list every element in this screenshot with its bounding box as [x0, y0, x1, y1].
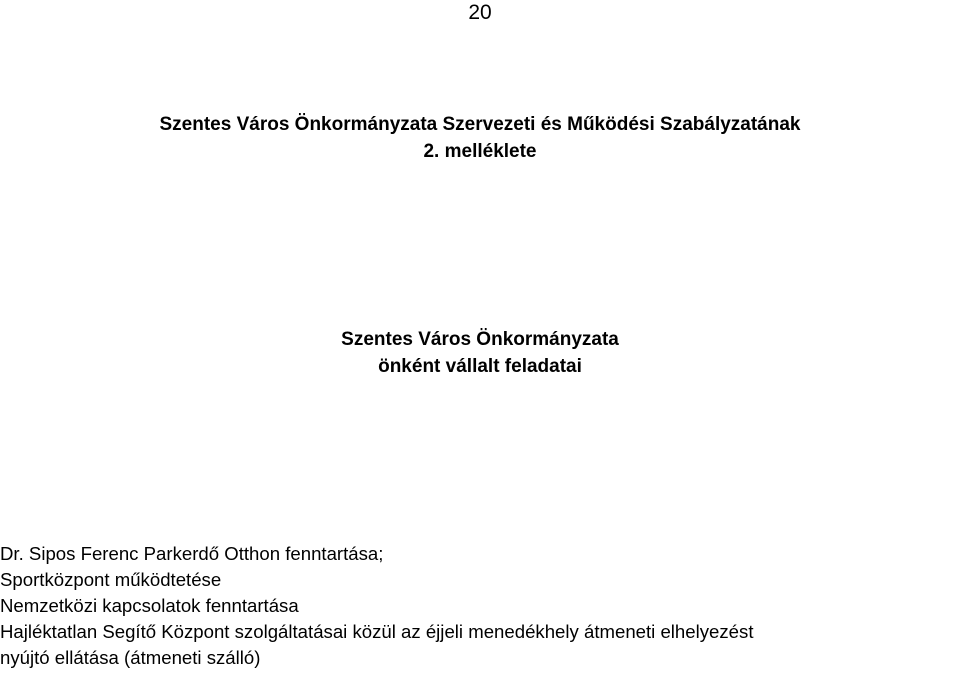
- annex-heading: [0, 111, 960, 165]
- task-item: Nemzetközi kapcsolatok fenntartása: [0, 595, 299, 616]
- section-heading-line-2: önként vállalt feladatai: [378, 356, 582, 377]
- section-heading-line-1: Szentes Város Önkormányzata: [341, 329, 619, 350]
- task-item: Dr. Sipos Ferenc Parkerdő Otthon fenntartása;: [0, 543, 384, 564]
- annex-heading-line-1: Szentes Város Önkormányzata Szervezeti és Működési Szabályzatának: [159, 114, 801, 135]
- task-item: nyújtó ellátása (átmeneti szálló): [0, 647, 261, 668]
- task-item: Hajléktatlan Segítő Központ szolgáltatásai közül az éjjeli menedékhely átmeneti elhelyezést: [0, 621, 754, 642]
- section-heading: [0, 326, 960, 380]
- task-item: Sportközpont működtetése: [0, 569, 222, 590]
- annex-heading-line-2: 2. melléklete: [423, 141, 537, 162]
- voluntary-task-list: [0, 541, 960, 671]
- page-number: 20: [468, 1, 492, 24]
